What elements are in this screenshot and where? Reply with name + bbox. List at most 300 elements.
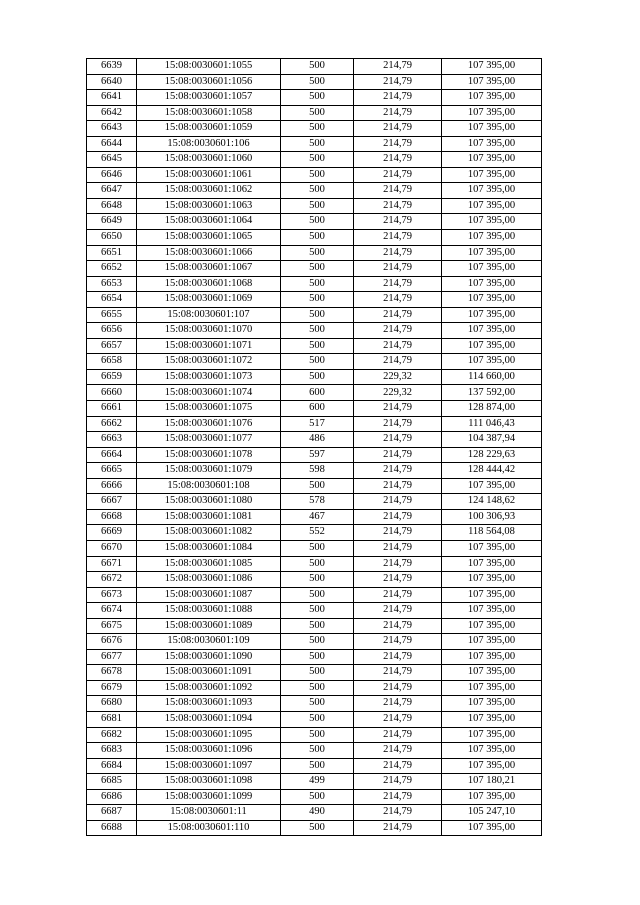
cadastral-number-cell: 15:08:0030601:1093 xyxy=(137,696,281,712)
table-row xyxy=(87,183,542,199)
area-cell: 499 xyxy=(281,774,354,790)
cadastral-value-cell: 128 874,00 xyxy=(442,401,542,417)
area-cell: 500 xyxy=(281,727,354,743)
row-number-cell: 6648 xyxy=(87,198,137,214)
area-cell: 500 xyxy=(281,292,354,308)
specific-value-cell: 214,79 xyxy=(354,774,442,790)
specific-value-cell: 214,79 xyxy=(354,572,442,588)
area-cell: 552 xyxy=(281,525,354,541)
cadastral-number-cell: 15:08:0030601:1059 xyxy=(137,121,281,137)
table-row xyxy=(87,587,542,603)
cadastral-value-cell: 107 395,00 xyxy=(442,152,542,168)
area-cell: 500 xyxy=(281,572,354,588)
specific-value-cell: 214,79 xyxy=(354,618,442,634)
table-row xyxy=(87,292,542,308)
specific-value-cell: 214,79 xyxy=(354,743,442,759)
area-cell: 500 xyxy=(281,74,354,90)
table-row xyxy=(87,478,542,494)
specific-value-cell: 214,79 xyxy=(354,261,442,277)
cadastral-number-cell: 15:08:0030601:1099 xyxy=(137,789,281,805)
area-cell: 500 xyxy=(281,369,354,385)
cadastral-number-cell: 15:08:0030601:1081 xyxy=(137,509,281,525)
area-cell: 578 xyxy=(281,494,354,510)
area-cell: 500 xyxy=(281,478,354,494)
area-cell: 597 xyxy=(281,447,354,463)
cadastral-number-cell: 15:08:0030601:1078 xyxy=(137,447,281,463)
specific-value-cell: 214,79 xyxy=(354,198,442,214)
cadastral-number-cell: 15:08:0030601:1061 xyxy=(137,167,281,183)
cadastral-value-cell: 128 444,42 xyxy=(442,463,542,479)
cadastral-value-cell: 107 395,00 xyxy=(442,789,542,805)
cadastral-value-cell: 100 306,93 xyxy=(442,509,542,525)
cadastral-value-cell: 107 395,00 xyxy=(442,338,542,354)
cadastral-value-cell: 107 395,00 xyxy=(442,354,542,370)
cadastral-number-cell: 15:08:0030601:11 xyxy=(137,805,281,821)
cadastral-value-cell: 107 395,00 xyxy=(442,307,542,323)
cadastral-value-cell: 107 395,00 xyxy=(442,59,542,75)
specific-value-cell: 214,79 xyxy=(354,152,442,168)
area-cell: 500 xyxy=(281,354,354,370)
table-row xyxy=(87,463,542,479)
cadastral-number-cell: 15:08:0030601:1075 xyxy=(137,401,281,417)
cadastral-value-cell: 114 660,00 xyxy=(442,369,542,385)
specific-value-cell: 214,79 xyxy=(354,292,442,308)
cadastral-number-cell: 15:08:0030601:1056 xyxy=(137,74,281,90)
cadastral-number-cell: 15:08:0030601:1058 xyxy=(137,105,281,121)
cadastral-value-cell: 107 395,00 xyxy=(442,634,542,650)
cadastral-number-cell: 15:08:0030601:1080 xyxy=(137,494,281,510)
cadastral-number-cell: 15:08:0030601:1074 xyxy=(137,385,281,401)
specific-value-cell: 214,79 xyxy=(354,587,442,603)
row-number-cell: 6650 xyxy=(87,230,137,246)
cadastral-value-cell: 107 395,00 xyxy=(442,90,542,106)
table-row xyxy=(87,59,542,75)
specific-value-cell: 214,79 xyxy=(354,696,442,712)
specific-value-cell: 214,79 xyxy=(354,447,442,463)
cadastral-value-cell: 107 395,00 xyxy=(442,105,542,121)
area-cell: 500 xyxy=(281,230,354,246)
cadastral-number-cell: 15:08:0030601:110 xyxy=(137,820,281,836)
table-row xyxy=(87,603,542,619)
area-cell: 500 xyxy=(281,198,354,214)
specific-value-cell: 229,32 xyxy=(354,369,442,385)
table-row xyxy=(87,820,542,836)
table-row xyxy=(87,649,542,665)
cadastral-value-cell: 107 395,00 xyxy=(442,758,542,774)
row-number-cell: 6665 xyxy=(87,463,137,479)
cadastral-value-cell: 107 395,00 xyxy=(442,649,542,665)
cadastral-number-cell: 15:08:0030601:1064 xyxy=(137,214,281,230)
specific-value-cell: 214,79 xyxy=(354,245,442,261)
cadastral-value-cell: 107 395,00 xyxy=(442,323,542,339)
table-row xyxy=(87,307,542,323)
specific-value-cell: 214,79 xyxy=(354,338,442,354)
specific-value-cell: 214,79 xyxy=(354,634,442,650)
area-cell: 500 xyxy=(281,556,354,572)
cadastral-number-cell: 15:08:0030601:1092 xyxy=(137,680,281,696)
area-cell: 500 xyxy=(281,167,354,183)
cadastral-number-cell: 15:08:0030601:1063 xyxy=(137,198,281,214)
row-number-cell: 6682 xyxy=(87,727,137,743)
cadastral-number-cell: 15:08:0030601:106 xyxy=(137,136,281,152)
specific-value-cell: 214,79 xyxy=(354,805,442,821)
cadastral-value-cell: 107 395,00 xyxy=(442,245,542,261)
row-number-cell: 6669 xyxy=(87,525,137,541)
cadastral-value-cell: 107 395,00 xyxy=(442,572,542,588)
row-number-cell: 6679 xyxy=(87,680,137,696)
cadastral-value-cell: 107 395,00 xyxy=(442,743,542,759)
specific-value-cell: 214,79 xyxy=(354,121,442,137)
specific-value-cell: 214,79 xyxy=(354,183,442,199)
specific-value-cell: 214,79 xyxy=(354,105,442,121)
specific-value-cell: 214,79 xyxy=(354,820,442,836)
row-number-cell: 6639 xyxy=(87,59,137,75)
area-cell: 500 xyxy=(281,214,354,230)
row-number-cell: 6683 xyxy=(87,743,137,759)
row-number-cell: 6656 xyxy=(87,323,137,339)
specific-value-cell: 214,79 xyxy=(354,167,442,183)
cadastral-value-cell: 107 395,00 xyxy=(442,136,542,152)
area-cell: 500 xyxy=(281,696,354,712)
table-row xyxy=(87,261,542,277)
cadastral-number-cell: 15:08:0030601:1079 xyxy=(137,463,281,479)
row-number-cell: 6664 xyxy=(87,447,137,463)
row-number-cell: 6677 xyxy=(87,649,137,665)
row-number-cell: 6643 xyxy=(87,121,137,137)
cadastral-value-cell: 104 387,94 xyxy=(442,432,542,448)
cadastral-number-cell: 15:08:0030601:1057 xyxy=(137,90,281,106)
cadastral-number-cell: 15:08:0030601:108 xyxy=(137,478,281,494)
table-body xyxy=(87,59,542,836)
row-number-cell: 6663 xyxy=(87,432,137,448)
area-cell: 500 xyxy=(281,136,354,152)
area-cell: 500 xyxy=(281,789,354,805)
specific-value-cell: 214,79 xyxy=(354,463,442,479)
cadastral-number-cell: 15:08:0030601:1077 xyxy=(137,432,281,448)
cadastral-value-cell: 107 395,00 xyxy=(442,230,542,246)
cadastral-number-cell: 15:08:0030601:1096 xyxy=(137,743,281,759)
area-cell: 500 xyxy=(281,680,354,696)
cadastral-value-cell: 107 395,00 xyxy=(442,167,542,183)
table-row xyxy=(87,509,542,525)
cadastral-value-cell: 107 395,00 xyxy=(442,183,542,199)
row-number-cell: 6675 xyxy=(87,618,137,634)
table-row xyxy=(87,432,542,448)
cadastral-value-cell: 105 247,10 xyxy=(442,805,542,821)
table-row xyxy=(87,665,542,681)
area-cell: 500 xyxy=(281,323,354,339)
specific-value-cell: 214,79 xyxy=(354,276,442,292)
table-row xyxy=(87,276,542,292)
specific-value-cell: 214,79 xyxy=(354,680,442,696)
specific-value-cell: 214,79 xyxy=(354,603,442,619)
cadastral-value-cell: 107 395,00 xyxy=(442,276,542,292)
cadastral-number-cell: 15:08:0030601:1076 xyxy=(137,416,281,432)
cadastral-value-cell: 107 395,00 xyxy=(442,587,542,603)
table-row xyxy=(87,385,542,401)
specific-value-cell: 214,79 xyxy=(354,59,442,75)
specific-value-cell: 214,79 xyxy=(354,789,442,805)
row-number-cell: 6666 xyxy=(87,478,137,494)
area-cell: 500 xyxy=(281,711,354,727)
area-cell: 598 xyxy=(281,463,354,479)
cadastral-value-cell: 107 395,00 xyxy=(442,74,542,90)
area-cell: 500 xyxy=(281,105,354,121)
area-cell: 500 xyxy=(281,245,354,261)
specific-value-cell: 214,79 xyxy=(354,494,442,510)
table-row xyxy=(87,696,542,712)
specific-value-cell: 214,79 xyxy=(354,711,442,727)
area-cell: 500 xyxy=(281,338,354,354)
row-number-cell: 6661 xyxy=(87,401,137,417)
cadastral-number-cell: 15:08:0030601:1062 xyxy=(137,183,281,199)
cadastral-number-cell: 15:08:0030601:1070 xyxy=(137,323,281,339)
cadastral-number-cell: 15:08:0030601:1082 xyxy=(137,525,281,541)
cadastral-value-cell: 118 564,08 xyxy=(442,525,542,541)
cadastral-number-cell: 15:08:0030601:1060 xyxy=(137,152,281,168)
cadastral-number-cell: 15:08:0030601:1086 xyxy=(137,572,281,588)
cadastral-value-cell: 107 395,00 xyxy=(442,820,542,836)
cadastral-value-cell: 107 395,00 xyxy=(442,214,542,230)
table-row xyxy=(87,152,542,168)
row-number-cell: 6670 xyxy=(87,540,137,556)
area-cell: 500 xyxy=(281,603,354,619)
area-cell: 500 xyxy=(281,121,354,137)
table-row xyxy=(87,525,542,541)
row-number-cell: 6674 xyxy=(87,603,137,619)
cadastral-value-cell: 107 395,00 xyxy=(442,727,542,743)
row-number-cell: 6651 xyxy=(87,245,137,261)
cadastral-value-cell: 107 395,00 xyxy=(442,121,542,137)
area-cell: 467 xyxy=(281,509,354,525)
table-row xyxy=(87,416,542,432)
row-number-cell: 6660 xyxy=(87,385,137,401)
row-number-cell: 6649 xyxy=(87,214,137,230)
table-row xyxy=(87,74,542,90)
row-number-cell: 6641 xyxy=(87,90,137,106)
specific-value-cell: 214,79 xyxy=(354,323,442,339)
cadastral-value-cell: 107 395,00 xyxy=(442,618,542,634)
table-row xyxy=(87,338,542,354)
specific-value-cell: 214,79 xyxy=(354,354,442,370)
row-number-cell: 6676 xyxy=(87,634,137,650)
cadastral-number-cell: 15:08:0030601:1068 xyxy=(137,276,281,292)
area-cell: 500 xyxy=(281,183,354,199)
table-row xyxy=(87,711,542,727)
cadastral-value-cell: 128 229,63 xyxy=(442,447,542,463)
row-number-cell: 6658 xyxy=(87,354,137,370)
table-row xyxy=(87,805,542,821)
cadastral-number-cell: 15:08:0030601:1066 xyxy=(137,245,281,261)
table-row xyxy=(87,727,542,743)
cadastral-number-cell: 15:08:0030601:1091 xyxy=(137,665,281,681)
table-row xyxy=(87,680,542,696)
area-cell: 500 xyxy=(281,758,354,774)
area-cell: 600 xyxy=(281,401,354,417)
table-row xyxy=(87,369,542,385)
cadastral-value-cell: 107 395,00 xyxy=(442,603,542,619)
area-cell: 500 xyxy=(281,618,354,634)
row-number-cell: 6680 xyxy=(87,696,137,712)
table-row xyxy=(87,789,542,805)
cadastral-number-cell: 15:08:0030601:1087 xyxy=(137,587,281,603)
cadastral-number-cell: 15:08:0030601:1089 xyxy=(137,618,281,634)
cadastral-number-cell: 15:08:0030601:1090 xyxy=(137,649,281,665)
specific-value-cell: 214,79 xyxy=(354,307,442,323)
cadastral-number-cell: 15:08:0030601:109 xyxy=(137,634,281,650)
row-number-cell: 6644 xyxy=(87,136,137,152)
row-number-cell: 6640 xyxy=(87,74,137,90)
table-row xyxy=(87,401,542,417)
row-number-cell: 6684 xyxy=(87,758,137,774)
cadastral-number-cell: 15:08:0030601:1072 xyxy=(137,354,281,370)
specific-value-cell: 214,79 xyxy=(354,230,442,246)
cadastral-value-cell: 107 395,00 xyxy=(442,261,542,277)
row-number-cell: 6642 xyxy=(87,105,137,121)
row-number-cell: 6671 xyxy=(87,556,137,572)
table-row xyxy=(87,214,542,230)
row-number-cell: 6667 xyxy=(87,494,137,510)
cadastral-number-cell: 15:08:0030601:1055 xyxy=(137,59,281,75)
specific-value-cell: 214,79 xyxy=(354,758,442,774)
cadastral-number-cell: 15:08:0030601:1098 xyxy=(137,774,281,790)
specific-value-cell: 214,79 xyxy=(354,214,442,230)
row-number-cell: 6654 xyxy=(87,292,137,308)
specific-value-cell: 214,79 xyxy=(354,556,442,572)
area-cell: 517 xyxy=(281,416,354,432)
table-row xyxy=(87,230,542,246)
cadastral-number-cell: 15:08:0030601:1084 xyxy=(137,540,281,556)
cadastral-value-cell: 107 180,21 xyxy=(442,774,542,790)
table-row xyxy=(87,354,542,370)
area-cell: 500 xyxy=(281,649,354,665)
area-cell: 500 xyxy=(281,820,354,836)
area-cell: 500 xyxy=(281,540,354,556)
table-row xyxy=(87,105,542,121)
cadastral-number-cell: 15:08:0030601:1095 xyxy=(137,727,281,743)
row-number-cell: 6657 xyxy=(87,338,137,354)
area-cell: 500 xyxy=(281,665,354,681)
table-row xyxy=(87,618,542,634)
table-row xyxy=(87,572,542,588)
table-row xyxy=(87,167,542,183)
table-row xyxy=(87,121,542,137)
row-number-cell: 6652 xyxy=(87,261,137,277)
cadastral-value-cell: 107 395,00 xyxy=(442,680,542,696)
cadastral-number-cell: 15:08:0030601:1071 xyxy=(137,338,281,354)
table-row xyxy=(87,323,542,339)
row-number-cell: 6645 xyxy=(87,152,137,168)
row-number-cell: 6647 xyxy=(87,183,137,199)
cadastral-value-cell: 107 395,00 xyxy=(442,198,542,214)
specific-value-cell: 214,79 xyxy=(354,478,442,494)
table-row xyxy=(87,494,542,510)
row-number-cell: 6646 xyxy=(87,167,137,183)
row-number-cell: 6668 xyxy=(87,509,137,525)
area-cell: 500 xyxy=(281,587,354,603)
area-cell: 500 xyxy=(281,743,354,759)
cadastral-value-cell: 107 395,00 xyxy=(442,696,542,712)
row-number-cell: 6687 xyxy=(87,805,137,821)
cadastral-number-cell: 15:08:0030601:1065 xyxy=(137,230,281,246)
specific-value-cell: 214,79 xyxy=(354,432,442,448)
table-row xyxy=(87,245,542,261)
area-cell: 600 xyxy=(281,385,354,401)
row-number-cell: 6659 xyxy=(87,369,137,385)
cadastral-value-cell: 107 395,00 xyxy=(442,711,542,727)
cadastral-number-cell: 15:08:0030601:1085 xyxy=(137,556,281,572)
row-number-cell: 6672 xyxy=(87,572,137,588)
specific-value-cell: 214,79 xyxy=(354,136,442,152)
table-row xyxy=(87,540,542,556)
specific-value-cell: 214,79 xyxy=(354,74,442,90)
row-number-cell: 6653 xyxy=(87,276,137,292)
cadastral-value-cell: 107 395,00 xyxy=(442,556,542,572)
row-number-cell: 6655 xyxy=(87,307,137,323)
specific-value-cell: 214,79 xyxy=(354,90,442,106)
table-row xyxy=(87,90,542,106)
cadastral-value-cell: 107 395,00 xyxy=(442,292,542,308)
area-cell: 500 xyxy=(281,276,354,292)
area-cell: 500 xyxy=(281,152,354,168)
specific-value-cell: 214,79 xyxy=(354,525,442,541)
specific-value-cell: 214,79 xyxy=(354,727,442,743)
cadastral-number-cell: 15:08:0030601:1073 xyxy=(137,369,281,385)
row-number-cell: 6685 xyxy=(87,774,137,790)
area-cell: 500 xyxy=(281,307,354,323)
land-plots-table xyxy=(86,58,542,836)
specific-value-cell: 214,79 xyxy=(354,416,442,432)
specific-value-cell: 214,79 xyxy=(354,649,442,665)
specific-value-cell: 214,79 xyxy=(354,540,442,556)
table-row xyxy=(87,634,542,650)
area-cell: 500 xyxy=(281,59,354,75)
cadastral-number-cell: 15:08:0030601:1088 xyxy=(137,603,281,619)
cadastral-number-cell: 15:08:0030601:1067 xyxy=(137,261,281,277)
cadastral-number-cell: 15:08:0030601:107 xyxy=(137,307,281,323)
cadastral-value-cell: 107 395,00 xyxy=(442,665,542,681)
table-row xyxy=(87,758,542,774)
table-row xyxy=(87,198,542,214)
row-number-cell: 6688 xyxy=(87,820,137,836)
area-cell: 500 xyxy=(281,90,354,106)
specific-value-cell: 229,32 xyxy=(354,385,442,401)
cadastral-value-cell: 124 148,62 xyxy=(442,494,542,510)
table-row xyxy=(87,447,542,463)
cadastral-number-cell: 15:08:0030601:1069 xyxy=(137,292,281,308)
cadastral-number-cell: 15:08:0030601:1094 xyxy=(137,711,281,727)
row-number-cell: 6678 xyxy=(87,665,137,681)
table-row xyxy=(87,743,542,759)
table-row xyxy=(87,774,542,790)
area-cell: 500 xyxy=(281,261,354,277)
area-cell: 486 xyxy=(281,432,354,448)
specific-value-cell: 214,79 xyxy=(354,401,442,417)
row-number-cell: 6662 xyxy=(87,416,137,432)
cadastral-value-cell: 137 592,00 xyxy=(442,385,542,401)
specific-value-cell: 214,79 xyxy=(354,509,442,525)
cadastral-value-cell: 107 395,00 xyxy=(442,540,542,556)
cadastral-number-cell: 15:08:0030601:1097 xyxy=(137,758,281,774)
specific-value-cell: 214,79 xyxy=(354,665,442,681)
cadastral-value-cell: 111 046,43 xyxy=(442,416,542,432)
row-number-cell: 6681 xyxy=(87,711,137,727)
table-row xyxy=(87,136,542,152)
table-row xyxy=(87,556,542,572)
row-number-cell: 6686 xyxy=(87,789,137,805)
row-number-cell: 6673 xyxy=(87,587,137,603)
area-cell: 490 xyxy=(281,805,354,821)
